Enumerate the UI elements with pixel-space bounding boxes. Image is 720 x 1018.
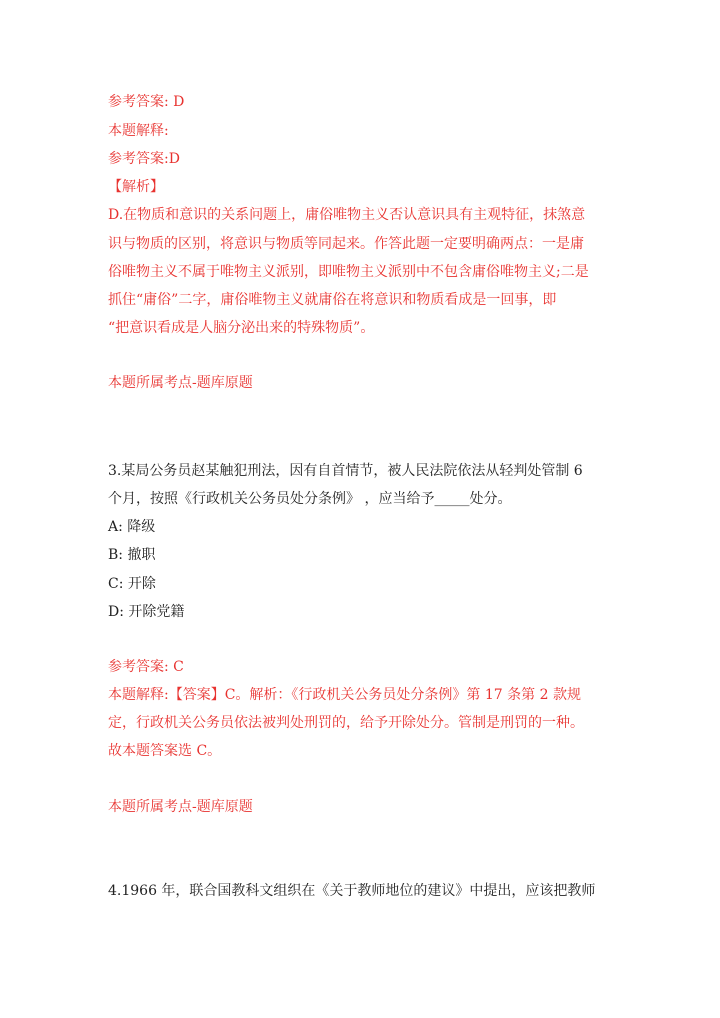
q2-explanation-line: 俗唯物主义不属于唯物主义派别，即唯物主义派别中不包含庸俗唯物主义;二是 (108, 264, 589, 280)
q2-source-label: 本题所属考点-题库原题 (108, 375, 253, 391)
q2-explanation-line: “把意识看成是人脑分泌出来的特殊物质”。 (108, 320, 375, 336)
q2-analysis-label: 本题解释: (108, 123, 169, 139)
q3-option-a: A: 降级 (108, 519, 156, 535)
q3-option-d: D: 开除党籍 (108, 604, 185, 620)
q2-explanation-line: 识与物质的区别，将意识与物质等同起来。作答此题一定要明确两点：一是庸 (108, 236, 584, 252)
q4-question-line: 4.1966 年，联合国教科文组织在《关于教师地位的建议》中提出，应该把教师 (108, 883, 596, 899)
q2-answer-label: 参考答案: D (108, 94, 185, 110)
q3-question-line: 个月，按照《行政机关公务员处分条例》 ，应当给予_____处分。 (108, 491, 512, 507)
q3-option-b: B: 撤职 (108, 547, 156, 563)
q3-explanation-line: 定，行政机关公务员依法被判处刑罚的，给予开除处分。管制是刑罚的一种。 (108, 715, 584, 731)
q2-jiexi-tag: 【解析】 (108, 179, 164, 195)
q3-question-line: 3.某局公务员赵某触犯刑法，因有自首情节，被人民法院依法从轻判处管制 6 (108, 463, 583, 479)
q2-explanation-line: D.在物质和意识的关系问题上，庸俗唯物主义否认意识具有主观特征，抹煞意 (108, 207, 586, 223)
q3-explanation-line: 故本题答案选 C。 (108, 743, 222, 759)
q2-answer-label-2: 参考答案:D (108, 151, 180, 167)
q3-answer-label: 参考答案: C (108, 659, 184, 675)
q3-explanation-line: 本题解释:【答案】C。解析：《行政机关公务员处分条例》第 17 条第 2 款规 (108, 687, 581, 703)
q2-explanation-line: 抓住“庸俗”二字，庸俗唯物主义就庸俗在将意识和物质看成是一回事，即 (108, 292, 557, 308)
q3-source-label: 本题所属考点-题库原题 (108, 799, 253, 815)
q3-option-c: C: 开除 (108, 576, 156, 592)
